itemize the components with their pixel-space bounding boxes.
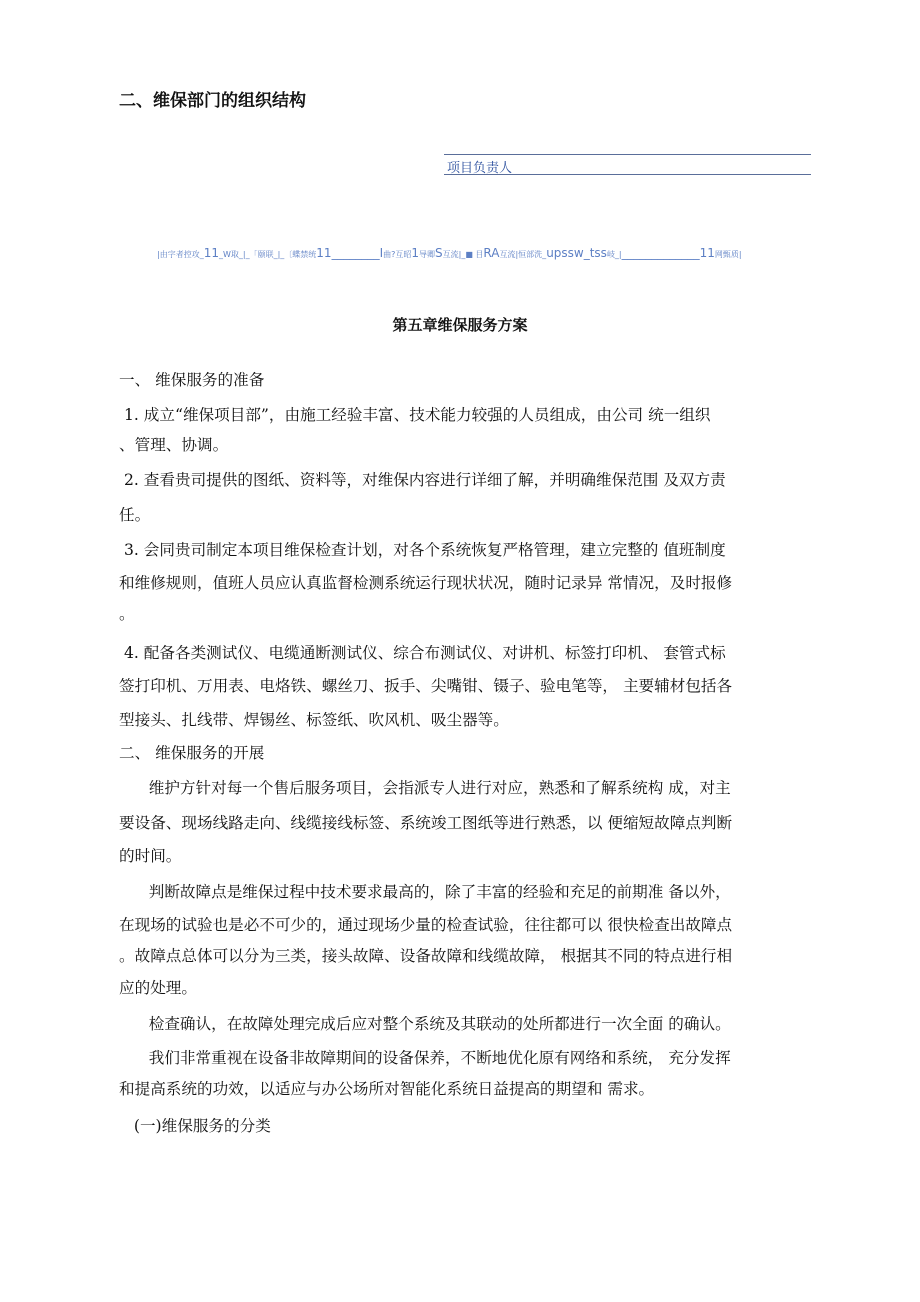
org-chart-text-segment: 网甄质| [714,250,742,259]
body-line: 的时间。 [119,847,182,865]
org-chart-text-segment: 岐_| [606,250,622,259]
body-line: 型接头、扎线带、焊锡丝、标签纸、吹风机、吸尘器等。 [119,711,509,729]
org-chart-text-segment: 曲?互昭 [383,250,412,259]
org-chart-text-segment: _____________11 [621,246,715,260]
org-chart-text-segment: RA [483,246,500,260]
org-chart-text-segment: 导卿 [419,250,435,259]
body-line: 判断故障点是维保过程中技术要求最高的，除了丰富的经验和充足的前期准 备以外， [119,883,731,901]
org-box-bottom-border [444,174,811,175]
body-line: 和提高系统的功效，以适应与办公场所对智能化系统日益提高的期望和 需求。 [119,1080,655,1098]
body-line: 维护方针对每一个售后服务项目，会指派专人进行对应，熟悉和了解系统构 成，对主 [119,779,731,797]
org-chart-text-segment: 1 [411,246,419,260]
chapter-title: 第五章维保服务方案 [392,316,528,334]
body-line: 3. 会同贵司制定本项目维保检查计划，对各个系统恢复严格管理，建立完整的 值班制度 [119,541,726,559]
org-chart-text-segment: 互流|_■ 目 [442,250,484,259]
org-chart-sub-boxes-text [157,246,742,260]
org-chart-text-segment: S [435,246,443,260]
body-line: 任。 [119,506,151,524]
body-line: 在现场的试验也是必不可少的，通过现场少量的检查试验，往往都可以 很快检查出故障点 [119,916,733,934]
org-box-label: 项目负责人 [447,161,513,176]
body-line: 我们非常重视在设备非故障期间的设备保养，不断地优化原有网络和系统， 充分发挥 [119,1049,731,1067]
body-line: 应的处理。 [119,979,197,997]
section-heading: 二、维保部门的组织结构 [119,91,306,111]
body-line: 。故障点总体可以分为三类，接头故障、设备故障和线缆故障， 根据其不同的特点进行相 [119,947,733,965]
org-chart-text-segment: 11 [203,246,219,260]
body-line: 2. 查看贵司提供的图纸、资料等，对维保内容进行详细了解，并明确维保范围 及双方责 [119,471,726,489]
body-line: 和维修规则，值班人员应认真监督检测系统运行现状状况，随时记录异 常情况，及时报修 [119,574,733,592]
body-line: (一)维保服务的分类 [119,1117,271,1135]
body-line: 二、 维保服务的开展 [119,744,265,762]
org-chart-text-segment: 互流|恒部洗_ [499,250,547,259]
org-chart-text-segment: |由字者控攻_ [157,250,204,259]
body-line: 。 [119,605,135,623]
org-chart-text-segment: 11________I [316,246,384,260]
body-line: 、管理、协调。 [119,436,229,454]
body-line: 检查确认，在故障处理完成后应对整个系统及其联动的处所都进行一次全面 的确认。 [119,1015,731,1033]
body-line: 1. 成立“维保项目部”，由施工经验丰富、技术能力较强的人员组成，由公司 统一组织 [119,406,711,424]
body-line: 4. 配备各类测试仪、电缆通断测试仪、综合布测试仪、对讲机、标签打印机、 套管式标 [119,644,726,662]
org-box-top-border [444,154,811,155]
body-line: 一、 维保服务的准备 [119,371,265,389]
org-chart-text-segment: _W取_|_「颐联_|_〔蝶禁统 [218,250,317,259]
body-line: 要设备、现场线路走向、线缆接线标签、系统竣工图纸等进行熟悉，以 便缩短故障点判断 [119,814,733,832]
body-line: 签打印机、万用表、电烙铁、螺丝刀、扳手、尖嘴钳、镊子、验电笔等， 主要辅材包括各 [119,677,733,695]
org-chart-text-segment: upssw_tss [546,246,607,260]
